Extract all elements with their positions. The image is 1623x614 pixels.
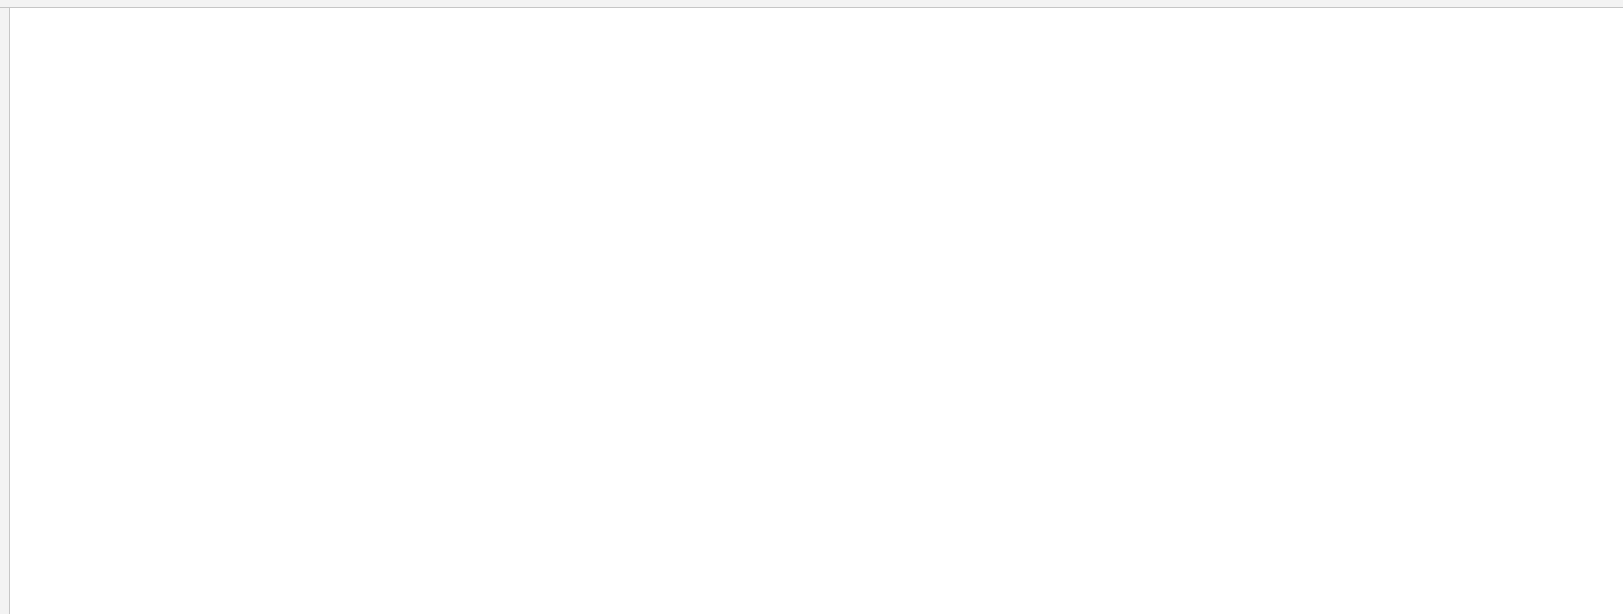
row-header-strip[interactable] bbox=[0, 8, 10, 614]
column-header-strip[interactable] bbox=[0, 0, 1623, 8]
